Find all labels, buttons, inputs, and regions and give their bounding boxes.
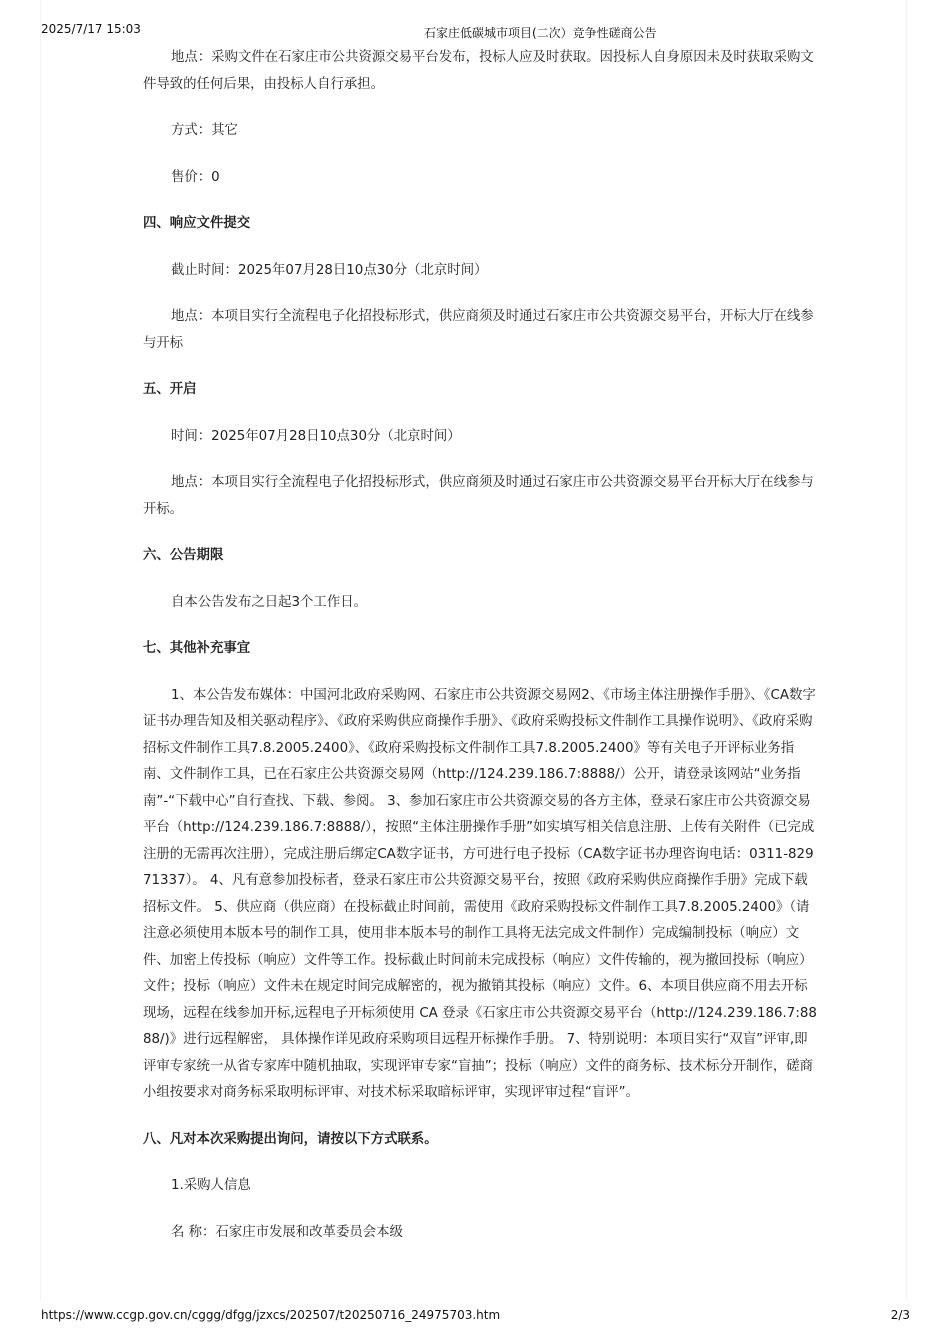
- print-header: [0, 22, 950, 42]
- page-frame-left: [40, 0, 41, 1300]
- section-8-heading: 八、凡对本次采购提出询问，请按以下方式联系。: [143, 1131, 438, 1147]
- section-4-location: 地点：本项目实行全流程电子化招投标形式，供应商须及时通过石家庄市公共资源交易平台，开标大厅在线参与开标: [143, 309, 814, 351]
- section-5-heading: 五、开启: [143, 382, 197, 397]
- print-url: https://www.ccgp.gov.cn/cggg/dfgg/jzxcs/202507/t20250716_24975703.htm: [41, 1308, 501, 1322]
- section-6-text: 自本公告发布之日起3个工作日。: [171, 594, 367, 610]
- section-4-deadline: 截止时间：2025年07月28日10点30分（北京时间）: [171, 262, 488, 278]
- print-footer: [0, 1308, 950, 1328]
- section-4-heading: 四、响应文件提交: [143, 216, 251, 231]
- acquire-method-paragraph: 方式：其它: [171, 123, 238, 138]
- print-page-title: 石家庄低碳城市项目(二次）竞争性磋商公告: [424, 26, 657, 40]
- section-5-location: 地点：本项目实行全流程电子化招投标形式，供应商须及时通过石家庄市公共资源交易平台开标大厅在线参与开标。: [143, 475, 814, 517]
- acquire-price-paragraph: 售价：0: [171, 169, 220, 185]
- section-8-purchaser-name: 名 称：石家庄市发展和改革委员会本级: [171, 1224, 403, 1240]
- section-6-heading: 六、公告期限: [143, 548, 224, 563]
- print-page-number: 2/3: [890, 1308, 910, 1322]
- section-7-text: 1、本公告发布媒体：中国河北政府采购网、石家庄市公共资源交易网2、《市场主体注册操作手册》、《CA数字证书办理告知及相关驱动程序》、《政府采购供应商操作手册》、《政府采购投标文件制作工具操作说明》、《政府采购招标文件制作工具7.8.2005.2400》、《政府采购投标文件制作工具7.8.2005.2400》等有关电子开评标业务指南、文件制作工具，已在石家庄公共资源交易网（http://124.239.186.7:8888/）公开，请登录该网站“业务指南”-“下载中心”自行查找、下载、参阅。 3、参加石家庄市公共资源交易的各方主体，登录石家庄市公共资源交易平台（http://124.239.186.7:8888/），按照“主体注册操作手册”如实填写相关信息注册、上传有关附件（已完成注册的无需再次注册），完成注册后绑定CA数字证书，方可进行电子投标（CA数字证书办理咨询电话：0311-82971337）。 4、凡有意参加投标者，登录石家庄市公共资源交易平台，按照《政府采购供应商操作手册》完成下载招标文件。 5、供应商（供应商）在投标截止时间前，需使用《政府采购投标文件制作工具7.8.2005.2400》（请注意必须使用本版本号的制作工具，使用非本版本号的制作工具将无法完成文件制作）完成编制投标（响应）文件、加密上传投标（响应）文件等工作。投标截止时间前未完成投标（响应）文件传输的，视为撤回投标（响应）文件；投标（响应）文件未在规定时间完成解密的，视为撤销其投标（响应）文件。6、本项目供应商不用去开标现场，远程在线参加开标,远程电子开标须使用 CA 登录《石家庄市公共资源交易平台（http://124.239.186.7:8888/)》进行远程解密， 具体操作详见政府采购项目远程开标操作手册。 7、特别说明：本项目实行“双盲”评审,即评审专家统一从省专家库中随机抽取，实现评审专家“盲抽”；投标（响应）文件的商务标、技术标分开制作，磋商小组按要求对商务标采取明标评审、对技术标采取暗标评审，实现评审过程“盲评”。: [143, 687, 817, 1100]
- print-datetime: 2025/7/17 15:03: [41, 22, 141, 36]
- section-7-heading: 七、其他补充事宜: [143, 641, 251, 656]
- page-frame-right: [906, 0, 907, 1300]
- section-5-time: 时间：2025年07月28日10点30分（北京时间）: [171, 428, 461, 444]
- document-body: [143, 45, 819, 1266]
- acquire-location-paragraph: 地点：采购文件在石家庄市公共资源交易平台发布，投标人应及时获取。因投标人自身原因未及时获取采购文件导致的任何后果，由投标人自行承担。: [143, 50, 814, 92]
- section-8-subheading: 1.采购人信息: [171, 1178, 251, 1193]
